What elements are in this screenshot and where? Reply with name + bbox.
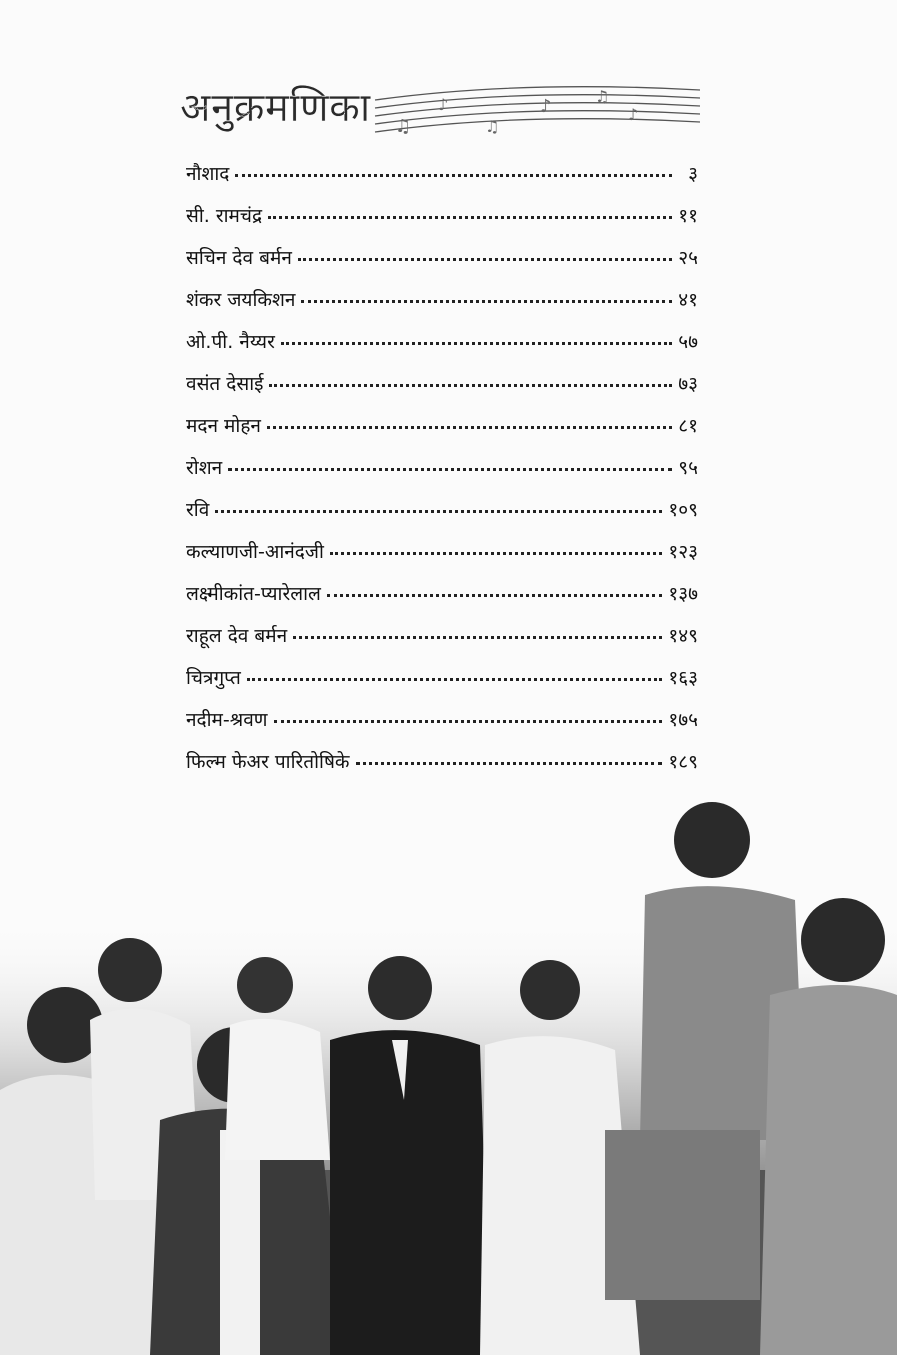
dot-leader — [235, 174, 672, 177]
toc-entry-title: वसंत देसाई — [186, 373, 264, 395]
toc-entry-title: शंकर जयकिशन — [186, 289, 296, 311]
toc-entry-page: ७३ — [678, 373, 698, 395]
toc-entry-page: १२३ — [668, 541, 698, 563]
toc-entry-page: ११ — [678, 205, 698, 227]
toc-entry-title: नदीम-श्रवण — [186, 709, 268, 731]
toc-entry[interactable] — [186, 538, 698, 580]
toc-entry[interactable] — [186, 370, 698, 412]
toc-entry-page: २५ — [678, 247, 698, 269]
toc-entry-title: सी. रामचंद्र — [186, 205, 263, 227]
dot-leader — [268, 216, 672, 219]
toc-entry-title: चित्रगुप्त — [186, 667, 241, 689]
dot-leader — [327, 594, 662, 597]
svg-text:♪: ♪ — [628, 105, 639, 124]
dot-leader — [274, 720, 663, 723]
toc-entry[interactable] — [186, 244, 698, 286]
toc-entry[interactable] — [186, 160, 698, 202]
group-photo — [0, 800, 897, 1355]
dot-leader — [301, 300, 672, 303]
dot-leader — [293, 636, 662, 639]
svg-text:♫: ♫ — [485, 117, 500, 136]
toc-entry[interactable] — [186, 748, 698, 790]
toc-entry[interactable] — [186, 706, 698, 748]
toc-entry-title: लक्ष्मीकांत-प्यारेलाल — [186, 583, 321, 605]
toc-entry-title: मदन मोहन — [186, 415, 261, 437]
dot-leader — [356, 762, 663, 765]
svg-text:♫: ♫ — [395, 116, 412, 137]
toc-entry-title: फिल्म फेअर पारितोषिके — [186, 751, 350, 773]
toc-entry-title: रवि — [186, 499, 210, 521]
toc-entry[interactable] — [186, 412, 698, 454]
dot-leader — [228, 468, 672, 471]
svg-text:♪: ♪ — [438, 95, 449, 114]
toc-entry-page: १३७ — [668, 583, 698, 605]
table-of-contents — [186, 160, 698, 790]
toc-entry[interactable] — [186, 328, 698, 370]
toc-entry[interactable] — [186, 496, 698, 538]
toc-entry-title: रोशन — [186, 457, 223, 479]
toc-entry-title: कल्याणजी-आनंदजी — [186, 541, 324, 563]
dot-leader — [269, 384, 672, 387]
toc-entry[interactable] — [186, 286, 698, 328]
toc-entry-page: १४९ — [668, 625, 698, 647]
toc-entry-page: ५७ — [678, 331, 698, 353]
header — [180, 72, 700, 152]
toc-entry-title: सचिन देव बर्मन — [186, 247, 292, 269]
svg-text:♫: ♫ — [595, 87, 610, 106]
toc-entry-page: १८९ — [668, 751, 698, 773]
toc-entry[interactable] — [186, 202, 698, 244]
dot-leader — [215, 510, 662, 513]
toc-entry-page: १६३ — [668, 667, 698, 689]
svg-text:♪: ♪ — [540, 96, 552, 117]
toc-entry-page: ३ — [688, 163, 698, 185]
toc-entry-title: ओ.पी. नैय्यर — [186, 331, 275, 353]
toc-entry-page: ९५ — [678, 457, 698, 479]
page-title: अनुक्रमणिका — [180, 85, 371, 131]
dot-leader — [298, 258, 672, 261]
toc-entry-title: राहूल देव बर्मन — [186, 625, 288, 647]
toc-entry-page: १०९ — [668, 499, 698, 521]
toc-entry[interactable] — [186, 622, 698, 664]
toc-entry-title: नौशाद — [186, 163, 230, 185]
dot-leader — [281, 342, 672, 345]
dot-leader — [247, 678, 663, 681]
toc-entry-page: ४१ — [678, 289, 698, 311]
toc-entry[interactable] — [186, 580, 698, 622]
toc-entry[interactable] — [186, 664, 698, 706]
toc-entry-page: ८१ — [678, 415, 698, 437]
dot-leader — [330, 552, 662, 555]
toc-entry-page: १७५ — [668, 709, 698, 731]
dot-leader — [267, 426, 672, 429]
toc-entry[interactable] — [186, 454, 698, 496]
